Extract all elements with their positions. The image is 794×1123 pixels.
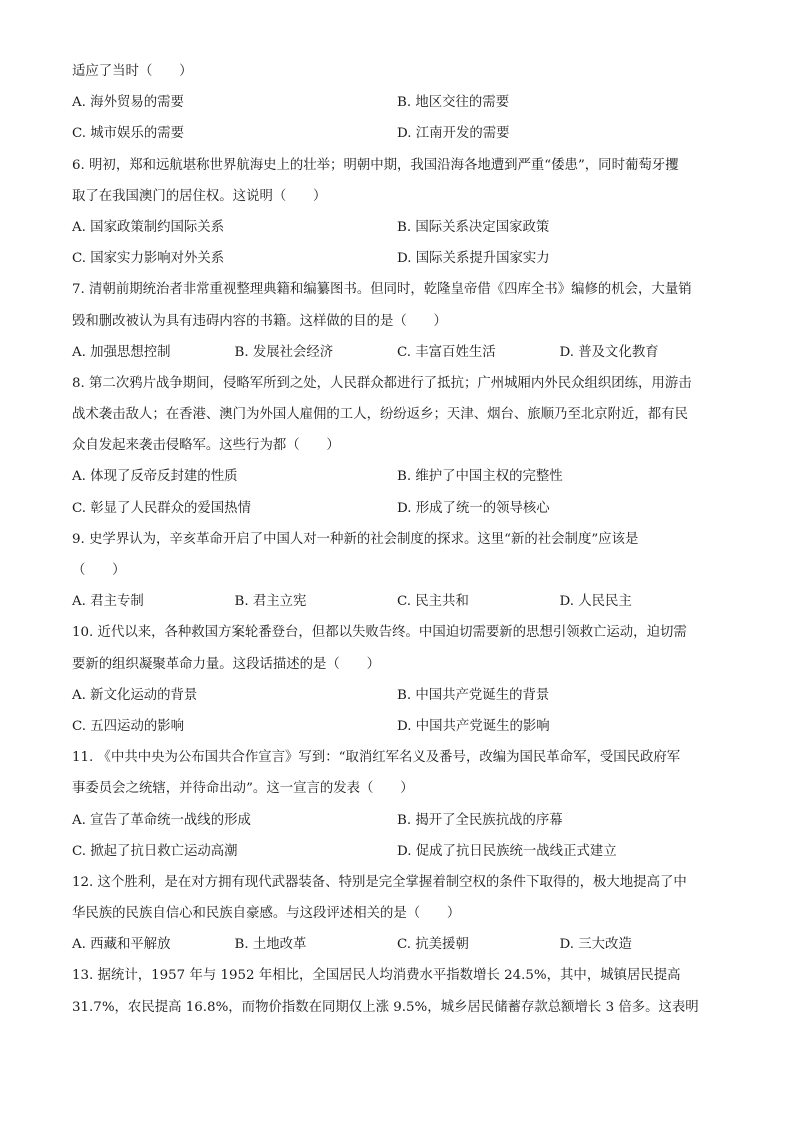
q6-option-a[interactable]: A. 国家政策制约国际关系 — [72, 219, 225, 235]
q12-option-d[interactable]: D. 三大改造 — [559, 937, 632, 953]
q9-option-c[interactable]: C. 民主共和 — [397, 594, 469, 610]
q9-stem-line-2: （ ） — [72, 563, 126, 578]
q6-stem-line-2: 取了在我国澳门的居住权。这说明（ ） — [72, 188, 327, 204]
q10-stem-line-1: 10. 近代以来，各种救国方案轮番登台，但都以失败告终。中国迫切需要新的思想引领救亡运动，迫切需 — [72, 625, 687, 641]
q13-stem-line-1: 13. 据统计，1957 年与 1952 年相比，全国居民人均消费水平指数增长 24.5%，其中，城镇居民提高 — [72, 968, 681, 984]
q11-stem-line-1: 11. 《中共中央为公布国共合作宣言》写到：“取消红军名义及番号，改编为国民革命军，受国民政府军 — [72, 750, 681, 766]
q7-option-d[interactable]: D. 普及文化教育 — [559, 344, 659, 360]
q12-stem-line-2: 华民族的民族自信心和民族自豪感。与这段评述相关的是（ ） — [72, 906, 461, 922]
q7-option-b[interactable]: B. 发展社会经济 — [234, 344, 334, 360]
q8-option-b[interactable]: B. 维护了中国主权的完整性 — [397, 469, 563, 485]
q8-option-d[interactable]: D. 形成了统一的领导核心 — [397, 500, 550, 516]
q12-option-b[interactable]: B. 土地改革 — [234, 937, 307, 953]
q8-option-c[interactable]: C. 彰显了人民群众的爱国热情 — [72, 500, 251, 516]
q7-option-c[interactable]: C. 丰富百姓生活 — [397, 344, 496, 360]
q13-stem-line-2: 31.7%，农民提高 16.8%，而物价指数在同期仅上涨 9.5%，城乡居民储蓄存款总额增长 3 倍多。这表明 — [72, 999, 699, 1015]
q7-stem-line-1: 7. 清朝前期统治者非常重视整理典籍和编纂图书。但同时，乾隆皇帝借《四库全书》编修的机会，大量销 — [72, 282, 692, 298]
q12-option-a[interactable]: A. 西藏和平解放 — [72, 937, 171, 953]
q11-stem-line-2: 事委员会之统辖，并待命出动”。这一宣言的发表（ ） — [72, 781, 414, 797]
q6-option-b[interactable]: B. 国际关系决定国家政策 — [397, 219, 550, 235]
q8-options-row-2 — [72, 499, 722, 530]
q6-stem-line-1: 6. 明初，郑和远航堪称世界航海史上的壮举；明朝中期，我国沿海各地遭到严重“倭患”，同时葡萄牙攫 — [72, 157, 679, 173]
q7-option-a[interactable]: A. 加强思想控制 — [72, 344, 171, 360]
q10-option-c[interactable]: C. 五四运动的影响 — [72, 718, 185, 734]
q11-option-c[interactable]: C. 掀起了抗日救亡运动高潮 — [72, 843, 238, 859]
q6-option-c[interactable]: C. 国家实力影响对外关系 — [72, 251, 225, 267]
q9-option-d[interactable]: D. 人民民主 — [559, 594, 632, 610]
q7-stem-line-2: 毁和删改被认为具有违碍内容的书籍。这样做的目的是（ ） — [72, 313, 447, 329]
q8-stem-line-1: 8. 第二次鸦片战争期间，侵略军所到之处，人民群众都进行了抵抗；广州城厢内外民众组织团练，用游击 — [72, 375, 692, 391]
exam-page — [72, 62, 722, 1029]
q5-options-row-1 — [72, 93, 722, 124]
q12-options-row — [72, 935, 722, 966]
q5-option-a[interactable]: A. 海外贸易的需要 — [72, 95, 184, 111]
q6-option-d[interactable]: D. 国际关系提升国家实力 — [397, 251, 550, 267]
q12-option-c[interactable]: C. 抗美援朝 — [397, 937, 469, 953]
q9-options-row — [72, 592, 722, 623]
q5-options-row-2 — [72, 124, 722, 155]
q8-stem-line-3: 众自发起来袭击侵略军。这些行为都（ ） — [72, 438, 340, 454]
q12-stem-line-1: 12. 这个胜利，是在对方拥有现代武器装备、特别是完全掌握着制空权的条件下取得的，极大地提高了中 — [72, 874, 687, 890]
q6-options-row-2 — [72, 249, 722, 280]
q5-option-b[interactable]: B. 地区交往的需要 — [397, 95, 510, 111]
q11-option-b[interactable]: B. 揭开了全民族抗战的序幕 — [397, 812, 563, 828]
q8-stem-line-2: 战术袭击敌人；在香港、澳门为外国人雇佣的工人，纷纷返乡；天津、烟台、旅顺乃至北京附近，都有民 — [72, 407, 688, 423]
q9-option-b[interactable]: B. 君主立宪 — [234, 594, 307, 610]
q5-option-c[interactable]: C. 城市娱乐的需要 — [72, 126, 185, 142]
q11-options-row-1 — [72, 811, 722, 842]
q5-option-d[interactable]: D. 江南开发的需要 — [397, 126, 510, 142]
q11-option-a[interactable]: A. 宣告了革命统一战线的形成 — [72, 812, 251, 828]
q10-options-row-1 — [72, 686, 722, 717]
q7-options-row — [72, 343, 722, 374]
q9-stem-line-1: 9. 史学界认为，辛亥革命开启了中国人对一种新的社会制度的探求。这里“新的社会制度”应该是 — [72, 531, 639, 547]
q6-options-row-1 — [72, 218, 722, 249]
q10-option-a[interactable]: A. 新文化运动的背景 — [72, 687, 198, 703]
q11-option-d[interactable]: D. 促成了抗日民族统一战线正式建立 — [397, 843, 617, 859]
q8-option-a[interactable]: A. 体现了反帝反封建的性质 — [72, 469, 238, 485]
q10-option-b[interactable]: B. 中国共产党诞生的背景 — [397, 687, 550, 703]
q10-stem-line-2: 要新的组织凝聚革命力量。这段话描述的是（ ） — [72, 656, 380, 672]
q9-option-a[interactable]: A. 君主专制 — [72, 594, 144, 610]
q11-options-row-2 — [72, 842, 722, 873]
q10-option-d[interactable]: D. 中国共产党诞生的影响 — [397, 718, 550, 734]
q8-options-row-1 — [72, 467, 722, 498]
q5-stem-tail: 适应了当时（ ） — [72, 64, 193, 79]
q10-options-row-2 — [72, 717, 722, 748]
